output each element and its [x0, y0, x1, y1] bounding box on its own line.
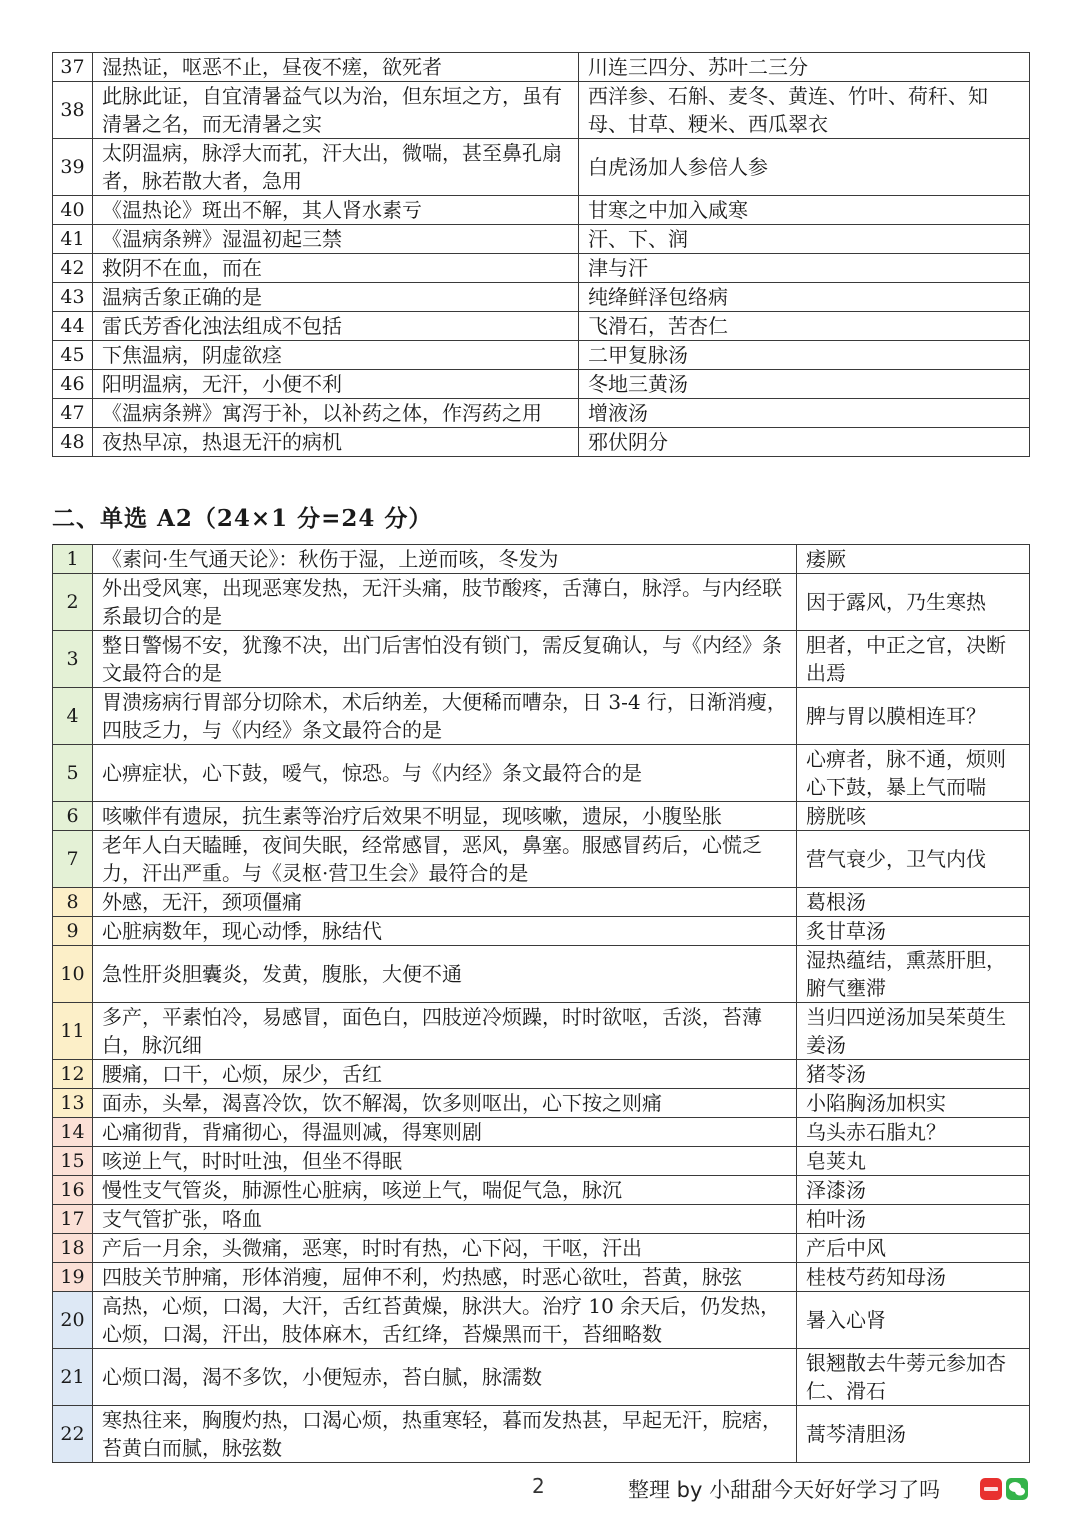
question-text: 《素问·生气通天论》：秋伤于湿，上逆而咳，冬发为: [93, 545, 797, 574]
question-text: 此脉此证，自宜清暑益气以为治，但东垣之方，虽有清暑之名，而无清暑之实: [93, 82, 579, 139]
page-number: 2: [532, 1474, 545, 1498]
author-credit: 整理 by 小甜甜今天好好学习了吗: [628, 1478, 941, 1502]
table-row: [53, 1263, 1030, 1292]
table-row: [53, 53, 1030, 82]
question-number: 47: [53, 399, 93, 428]
answer-text: 川连三四分、苏叶二三分: [579, 53, 1030, 82]
question-text: 急性肝炎胆囊炎，发黄，腹胀，大便不通: [93, 946, 797, 1003]
answer-text: 脾与胃以膜相连耳？: [797, 688, 1030, 745]
answer-text: 蒿芩清胆汤: [797, 1406, 1030, 1463]
answer-text: 皂荚丸: [797, 1147, 1030, 1176]
table-row: [53, 1118, 1030, 1147]
question-text: 老年人白天瞌睡，夜间失眠，经常感冒，恶风，鼻塞。服感冒药后，心慌乏力，汗出严重。与《灵枢·营卫生会》最符合的是: [93, 831, 797, 888]
table-row: [53, 1234, 1030, 1263]
question-number: 2: [53, 574, 93, 631]
question-text: 慢性支气管炎，肺源性心脏病，咳逆上气，喘促气急，脉沉: [93, 1176, 797, 1205]
table-row: [53, 225, 1030, 254]
question-number: 14: [53, 1118, 93, 1147]
answer-text: 因于露风，乃生寒热: [797, 574, 1030, 631]
table-row: [53, 1147, 1030, 1176]
answer-text: 二甲复脉汤: [579, 341, 1030, 370]
answer-text: 膀胱咳: [797, 802, 1030, 831]
question-number: 48: [53, 428, 93, 457]
answer-text: 甘寒之中加入咸寒: [579, 196, 1030, 225]
answer-text: 白虎汤加人参倍人参: [579, 139, 1030, 196]
question-number: 46: [53, 370, 93, 399]
table-row: [53, 545, 1030, 574]
question-number: 15: [53, 1147, 93, 1176]
question-text: 咳嗽伴有遗尿，抗生素等治疗后效果不明显，现咳嗽，遗尿，小腹坠胀: [93, 802, 797, 831]
question-text: 下焦温病，阴虚欲痉: [93, 341, 579, 370]
answer-text: 营气衰少，卫气内伐: [797, 831, 1030, 888]
answer-text: 炙甘草汤: [797, 917, 1030, 946]
question-text: 温病舌象正确的是: [93, 283, 579, 312]
table-row: [53, 428, 1030, 457]
question-number: 3: [53, 631, 93, 688]
question-text: 面赤，头晕，渴喜冷饮，饮不解渴，饮多则呕出，心下按之则痛: [93, 1089, 797, 1118]
table-row: [53, 1292, 1030, 1349]
table-row: [53, 688, 1030, 745]
question-text: 支气管扩张，咯血: [93, 1205, 797, 1234]
question-number: 20: [53, 1292, 93, 1349]
table-row: [53, 802, 1030, 831]
question-number: 44: [53, 312, 93, 341]
answer-text: 桂枝芍药知母汤: [797, 1263, 1030, 1292]
answer-text: 汗、下、润: [579, 225, 1030, 254]
table-row: [53, 1089, 1030, 1118]
question-text: 《温病条辨》寓泻于补，以补药之体，作泻药之用: [93, 399, 579, 428]
question-number: 8: [53, 888, 93, 917]
question-number: 39: [53, 139, 93, 196]
question-number: 16: [53, 1176, 93, 1205]
question-number: 21: [53, 1349, 93, 1406]
answer-text: 猪苓汤: [797, 1060, 1030, 1089]
question-number: 4: [53, 688, 93, 745]
question-text: 救阴不在血，而在: [93, 254, 579, 283]
answer-table-2: [52, 544, 1030, 1463]
question-text: 太阴温病，脉浮大而芤，汗大出，微喘，甚至鼻孔扇者，脉若散大者，急用: [93, 139, 579, 196]
question-number: 41: [53, 225, 93, 254]
answer-text: 冬地三黄汤: [579, 370, 1030, 399]
answer-text: 邪伏阴分: [579, 428, 1030, 457]
question-text: 寒热往来，胸腹灼热，口渴心烦，热重寒轻，暮而发热甚，早起无汗，脘痞，苔黄白而腻，脉弦数: [93, 1406, 797, 1463]
answer-text: 小陷胸汤加枳实: [797, 1089, 1030, 1118]
table-row: [53, 196, 1030, 225]
question-text: 腰痛，口干，心烦，尿少，舌红: [93, 1060, 797, 1089]
wechat-icon: [1006, 1478, 1028, 1500]
question-text: 整日警惕不安，犹豫不决，出门后害怕没有锁门，需反复确认，与《内经》条文最符合的是: [93, 631, 797, 688]
answer-text: 增液汤: [579, 399, 1030, 428]
question-text: 外出受风寒，出现恶寒发热，无汗头痛，肢节酸疼，舌薄白，脉浮。与内经联系最切合的是: [93, 574, 797, 631]
table-row: [53, 1406, 1030, 1463]
question-number: 11: [53, 1003, 93, 1060]
question-number: 17: [53, 1205, 93, 1234]
answer-text: 乌头赤石脂丸？: [797, 1118, 1030, 1147]
answer-text: 当归四逆汤加吴茱萸生姜汤: [797, 1003, 1030, 1060]
table-row: [53, 745, 1030, 802]
answer-text: 湿热蕴结，熏蒸肝胆，腑气壅滞: [797, 946, 1030, 1003]
answer-text: 产后中风: [797, 1234, 1030, 1263]
question-text: 心痛彻背，背痛彻心，得温则减，得寒则剧: [93, 1118, 797, 1147]
answer-text: 柏叶汤: [797, 1205, 1030, 1234]
question-number: 19: [53, 1263, 93, 1292]
table-row: [53, 631, 1030, 688]
question-number: 37: [53, 53, 93, 82]
question-number: 7: [53, 831, 93, 888]
question-text: 《温热论》斑出不解，其人肾水素亏: [93, 196, 579, 225]
question-text: 心痹症状，心下鼓，嗳气，惊恐。与《内经》条文最符合的是: [93, 745, 797, 802]
question-text: 产后一月余，头微痛，恶寒，时时有热，心下闷，干呕，汗出: [93, 1234, 797, 1263]
table-row: [53, 888, 1030, 917]
question-number: 10: [53, 946, 93, 1003]
page-footer: [0, 1474, 1080, 1504]
question-number: 13: [53, 1089, 93, 1118]
question-number: 6: [53, 802, 93, 831]
question-number: 18: [53, 1234, 93, 1263]
question-text: 心烦口渴，渴不多饮，小便短赤，苔白腻，脉濡数: [93, 1349, 797, 1406]
answer-text: 暑入心肾: [797, 1292, 1030, 1349]
answer-text: 纯绛鲜泽包络病: [579, 283, 1030, 312]
table-row: [53, 283, 1030, 312]
question-number: 12: [53, 1060, 93, 1089]
question-text: 夜热早凉，热退无汗的病机: [93, 428, 579, 457]
question-text: 多产，平素怕冷，易感冒，面色白，四肢逆冷烦躁，时时欲呕，舌淡，苔薄白，脉沉细: [93, 1003, 797, 1060]
question-text: 外感，无汗，颈项僵痛: [93, 888, 797, 917]
answer-text: 津与汗: [579, 254, 1030, 283]
answer-text: 银翘散去牛蒡元参加杏仁、滑石: [797, 1349, 1030, 1406]
table-row: [53, 1003, 1030, 1060]
question-text: 心脏病数年，现心动悸，脉结代: [93, 917, 797, 946]
table-row: [53, 917, 1030, 946]
table-row: [53, 831, 1030, 888]
answer-text: 胆者，中正之官，决断出焉: [797, 631, 1030, 688]
question-number: 5: [53, 745, 93, 802]
answer-text: 泽漆汤: [797, 1176, 1030, 1205]
question-number: 42: [53, 254, 93, 283]
question-text: 咳逆上气，时时吐浊，但坐不得眠: [93, 1147, 797, 1176]
question-text: 四肢关节肿痛，形体消瘦，屈伸不利，灼热感，时恶心欲吐，苔黄，脉弦: [93, 1263, 797, 1292]
section-title: 二、单选 A2（24×1 分=24 分）: [52, 505, 433, 532]
question-number: 43: [53, 283, 93, 312]
table-row: [53, 139, 1030, 196]
answer-text: 痿厥: [797, 545, 1030, 574]
answer-text: 西洋参、石斛、麦冬、黄连、竹叶、荷秆、知母、甘草、粳米、西瓜翠衣: [579, 82, 1030, 139]
table-row: [53, 1060, 1030, 1089]
question-number: 40: [53, 196, 93, 225]
question-text: 湿热证，呕恶不止，昼夜不瘥，欲死者: [93, 53, 579, 82]
question-number: 45: [53, 341, 93, 370]
table-row: [53, 1349, 1030, 1406]
table-row: [53, 341, 1030, 370]
question-text: 雷氏芳香化浊法组成不包括: [93, 312, 579, 341]
xiaohongshu-icon: [980, 1478, 1002, 1500]
answer-text: 葛根汤: [797, 888, 1030, 917]
table-row: [53, 946, 1030, 1003]
question-text: 《温病条辨》湿温初起三禁: [93, 225, 579, 254]
table-row: [53, 574, 1030, 631]
question-number: 1: [53, 545, 93, 574]
table-row: [53, 254, 1030, 283]
question-number: 38: [53, 82, 93, 139]
answer-table-1: [52, 52, 1030, 457]
table-row: [53, 82, 1030, 139]
question-text: 高热，心烦，口渴，大汗，舌红苔黄燥，脉洪大。治疗 10 余天后，仍发热，心烦，口渴，汗出，肢体麻木，舌红绛，苔燥黑而干，苔细略数: [93, 1292, 797, 1349]
table-row: [53, 370, 1030, 399]
question-text: 阳明温病，无汗，小便不利: [93, 370, 579, 399]
table-row: [53, 399, 1030, 428]
question-number: 22: [53, 1406, 93, 1463]
table-row: [53, 312, 1030, 341]
question-number: 9: [53, 917, 93, 946]
answer-text: 心痹者，脉不通，烦则心下鼓，暴上气而喘: [797, 745, 1030, 802]
table-row: [53, 1205, 1030, 1234]
question-text: 胃溃疡病行胃部分切除术，术后纳差，大便稀而嘈杂，日 3-4 行，日渐消瘦，四肢乏力，与《内经》条文最符合的是: [93, 688, 797, 745]
answer-text: 飞滑石，苦杏仁: [579, 312, 1030, 341]
table-row: [53, 1176, 1030, 1205]
